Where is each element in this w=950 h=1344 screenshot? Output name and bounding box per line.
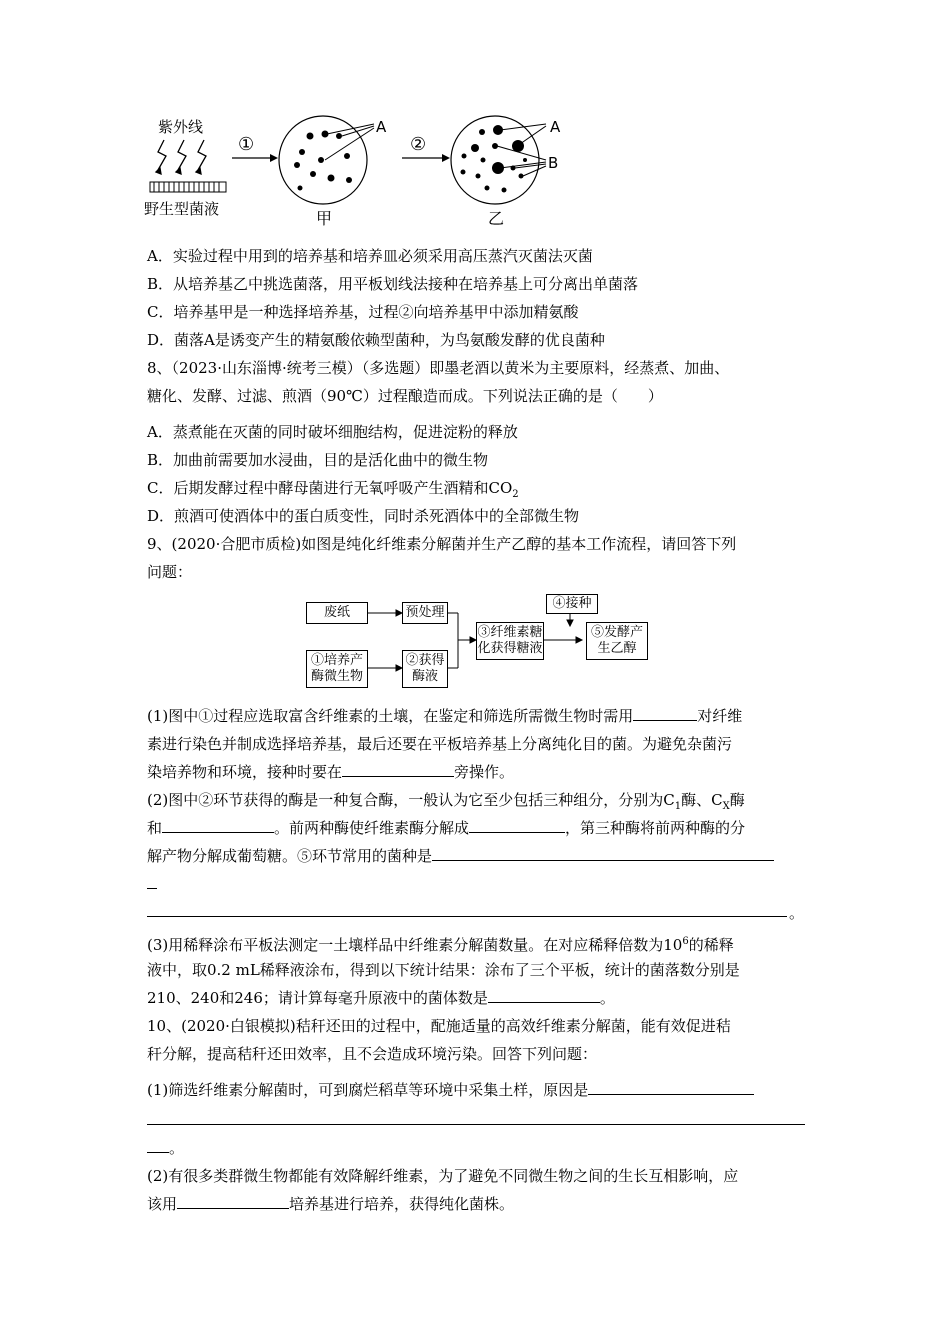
flowchart (300, 592, 660, 692)
q9-p2-text-d: 和 (147, 819, 163, 837)
q7-option-a: A．实验过程中用到的培养基和培养皿必须采用高压蒸汽灭菌法灭菌 (147, 247, 593, 265)
exponent-superscript: 6 (682, 936, 689, 947)
c1-subscript: 1 (674, 801, 682, 812)
q9-p2-text-c: 酶 (729, 791, 745, 809)
flow-box-ferment (586, 622, 648, 660)
q9-p1-text-d: 旁操作。 (454, 763, 515, 781)
q9-stem-line1: 9、(2020·合肥市质检)如图是纯化纤维素分解菌并生产乙醇的基本工作流程，请回答下列 (147, 535, 737, 553)
uv-label: 紫外线 (158, 118, 204, 136)
q8-stem-line2: 糖化、发酵、过滤、煎酒（90℃）过程酿造而成。下列说法正确的是（ ） (147, 387, 663, 405)
flow-ferment-line2: 生乙醇 (597, 641, 637, 656)
q9-p1-text-c: 染培养物和环境，接种时要在 (147, 763, 343, 781)
flow-culture-line2: 酶微生物 (310, 669, 363, 684)
step2-label: ② (410, 134, 427, 155)
q9-p2-blank2[interactable] (469, 818, 565, 833)
q9-p3-text-d: 。 (599, 989, 615, 1007)
colony-a-label-1: A (376, 118, 387, 136)
q9-p2-blank3-cont[interactable] (147, 888, 157, 889)
q9-p3-line1 (147, 932, 734, 955)
q8-option-b: B．加曲前需要加水浸曲，目的是活化曲中的微生物 (147, 451, 489, 469)
flow-box-pretreat: 预处理 (402, 602, 448, 624)
flow-enzyme-line2: 酶液 (411, 669, 438, 684)
q8-option-c (147, 478, 519, 505)
q9-p3-text-a: (3)用稀释涂布平板法测定一土壤样品中纤维素分解菌数量。在对应稀释倍数为10 (147, 936, 683, 954)
flow-box-enzyme (402, 650, 448, 688)
q9-stem-line2: 问题： (147, 563, 193, 581)
q9-p1-text-b: 对纤维 (697, 707, 743, 725)
q9-p1-blank2[interactable] (342, 762, 454, 777)
plate-jia-label: 甲 (316, 209, 333, 228)
q10-p1-text: (1)筛选纤维素分解菌时，可到腐烂稻草等环境中采集土样，原因是 (147, 1081, 589, 1099)
q10-p1-blank3[interactable] (147, 1138, 169, 1153)
q9-p1-line2: 素进行染色并制成选择培养基，最后还要在平板培养基上分离纯化目的菌。为避免杂菌污 (147, 735, 733, 753)
bottom-label: 野生型菌液 (144, 200, 220, 218)
q8-option-c-text: C．后期发酵过程中酵母菌进行无氧呼吸产生酒精和CO (147, 479, 513, 497)
q10-p1-line3 (147, 1138, 184, 1158)
q10-p1-blank2[interactable] (147, 1124, 805, 1125)
flow-box-saccharify (476, 622, 544, 660)
plate-yi-label: 乙 (488, 209, 505, 228)
q9-p2-line1 (147, 790, 745, 817)
colony-b-label: B (548, 154, 559, 172)
q9-p1-line1 (147, 706, 742, 726)
q10-p1-blank1[interactable] (588, 1080, 754, 1095)
co2-subscript: 2 (512, 489, 519, 500)
q7-option-c: C．培养基甲是一种选择培养基，过程②向培养基甲中添加精氨酸 (147, 303, 579, 321)
cx-subscript: X (722, 801, 730, 812)
flow-culture-line1: ①培养产 (310, 653, 363, 668)
q9-p2-text-a: (2)图中②环节获得的酶是一种复合酶，一般认为它至少包括三种组分，分别为C (147, 791, 675, 809)
q8-option-a: A．蒸煮能在灭菌的同时破坏细胞结构，促进淀粉的释放 (147, 423, 518, 441)
q9-p2-text-e: 。前两种酶使纤维素酶分解成 (274, 819, 470, 837)
q9-p2-text-g: 解产物分解成葡萄糖。⑤环节常用的菌种是 (147, 847, 433, 865)
q8-stem-line1: 8、（2023·山东淄博·统考三模）（多选题）即墨老酒以黄米为主要原料，经蒸煮、加曲、 (147, 359, 730, 377)
q9-p2-blank3[interactable] (432, 846, 774, 861)
q9-p1-blank1[interactable] (633, 706, 697, 721)
q9-p2-text-b: 酶、C (681, 791, 723, 809)
colony-a-label-2: A (550, 118, 561, 136)
flow-box-culture (306, 650, 368, 688)
step1-arrowhead-icon (270, 154, 278, 162)
q7-option-b: B．从培养基乙中挑选菌落，用平板划线法接种在培养基上可分离出单菌落 (147, 275, 639, 293)
step2-arrowhead-icon (442, 154, 450, 162)
flow-ferment-line1: ⑤发酵产 (590, 625, 643, 640)
mutagenesis-figure (140, 110, 580, 230)
q10-p2-line2 (147, 1194, 514, 1214)
flow-saccharify-line2: 化获得糖液 (477, 641, 543, 656)
flow-saccharify-line1: ③纤维素糖 (477, 625, 543, 640)
q10-p2-blank[interactable] (177, 1194, 289, 1209)
step1-label: ① (238, 134, 255, 155)
q9-p2-blank1[interactable] (162, 818, 274, 833)
flow-box-inoculate: ④接种 (546, 594, 598, 614)
q10-p1-line1 (147, 1080, 754, 1100)
q9-p1-text-a: (1)图中①过程应选取富含纤维素的土壤，在鉴定和筛选所需微生物时需用 (147, 707, 634, 725)
q9-p3-text-c: 210、240和246；请计算每毫升原液中的菌体数是 (147, 989, 488, 1007)
q7-option-d: D．菌落A是诱变产生的精氨酸依赖型菌种，为鸟氨酸发酵的优良菌种 (147, 331, 605, 349)
flow-enzyme-line1: ②获得 (405, 653, 445, 668)
q9-p1-line3 (147, 762, 514, 782)
q9-p2-period: 。 (789, 904, 805, 922)
q9-p3-text-b: 的稀释 (688, 936, 734, 954)
q10-p1-period: 。 (169, 1139, 185, 1157)
q9-p3-blank[interactable] (488, 988, 600, 1003)
q9-p3-line3 (147, 988, 615, 1008)
culture-dish-icon (150, 182, 226, 192)
uv-rays-icon (156, 140, 206, 174)
q10-p2-text-a: 该用 (147, 1195, 178, 1213)
flow-box-waste-paper: 废纸 (306, 602, 368, 624)
q9-p2-line2 (147, 818, 745, 838)
q10-p2-line1: (2)有很多类群微生物都能有效降解纤维素，为了避免不同微生物之间的生长互相影响，应 (147, 1167, 739, 1185)
q9-p3-line2: 液中，取0.2 mL稀释液涂布，得到以下统计结果：涂布了三个平板，统计的菌落数分别是 (147, 961, 740, 979)
q8-option-d: D．煎酒可使酒体中的蛋白质变性，同时杀死酒体中的全部微生物 (147, 507, 580, 525)
q9-p2-text-f: ，第三种酶将前两种酶的分 (565, 819, 746, 837)
q9-p2-line3 (147, 846, 774, 866)
q10-p2-text-b: 培养基进行培养，获得纯化菌株。 (289, 1195, 515, 1213)
q10-stem-line1: 10、(2020·白银模拟)秸秆还田的过程中，配施适量的高效纤维素分解菌，能有效促进秸 (147, 1017, 731, 1035)
q10-stem-line2: 秆分解，提高秸秆还田效率，且不会造成环境污染。回答下列问题： (147, 1045, 598, 1063)
q9-p2-blank4[interactable] (147, 916, 787, 917)
